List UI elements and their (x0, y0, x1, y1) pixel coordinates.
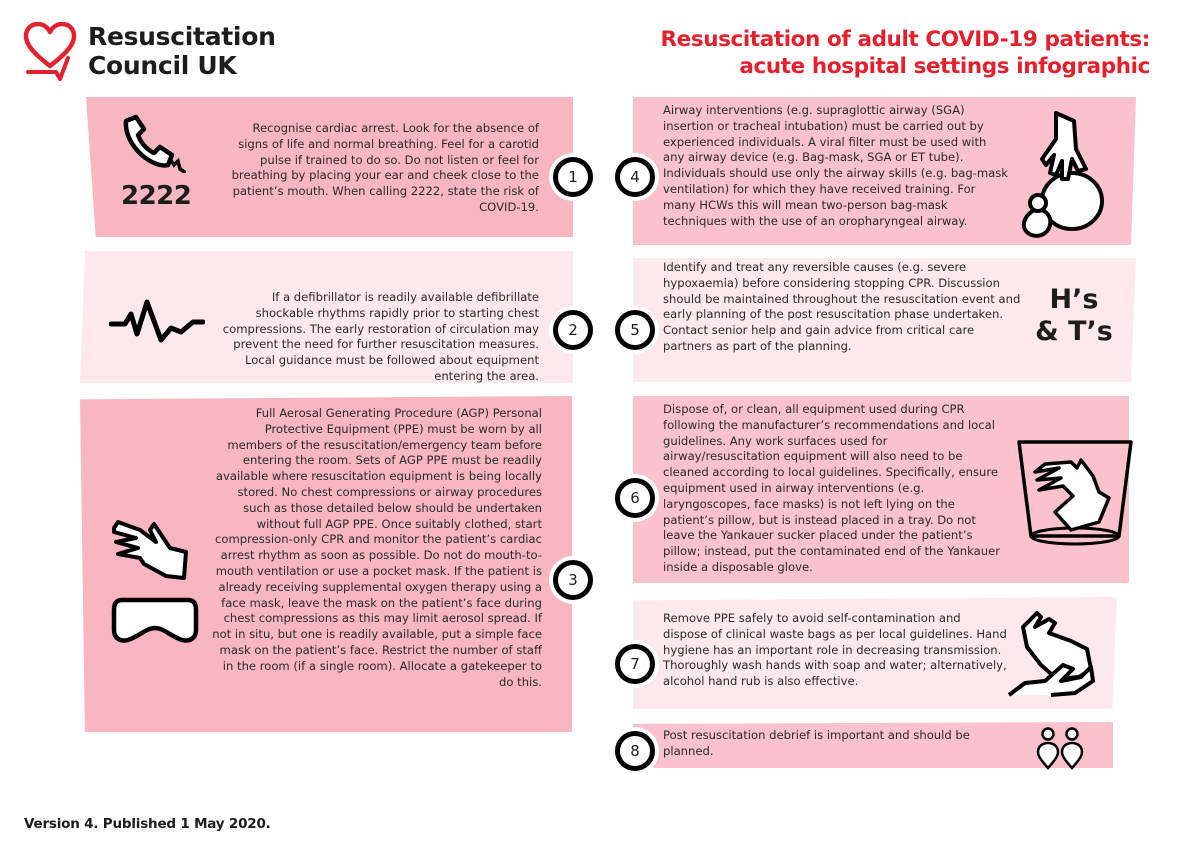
brand-name (88, 22, 276, 80)
glove-icon (110, 516, 190, 582)
step-text-3: Full Aerosal Generating Procedure (AGP) Personal Protective Equipment (PPE) must be worn by all members of the resuscitation/emergency team before entering the room. Sets of AGP PPE must be readily available where resuscitation equipment is being locally stored. No chest compressions or airway procedures such as those detailed below should be undertaken without full AGP PPE. Once suitably clothed, start compression-only CPR and monitor the patient’s cardiac arrest rhythm as soon as possible. Do not do mouth-to-mouth ventilation or use a pocket mask. If the patient is already receiving supplemental oxygen therapy using a face mask, leave the mask on the patient’s face during chest compressions as this may limit aerosol spread. If not in situ, but one is readily available, put a simple face mask on the patient’s face. Restrict the number of staff in the room (if a single room). Allocate a gatekeeper to do this. (212, 406, 542, 689)
brand-name-line2: Council UK (88, 51, 237, 80)
hs-and-ts-label (1029, 284, 1119, 348)
step-text-4: Airway interventions (e.g. supraglottic airway (SGA) insertion or tracheal intubation) must be carried out by experienced individuals. A viral filter must be used with any airway device (e.g. Bag-mask, SGA or ET tube). Individuals should use only the airway skills (e.g. bag-mask ventilation) for which they have received training. For many HCWs this will mean two-person bag-mask techniques with the use of an oropharyngeal airway. (663, 103, 1009, 228)
step-text-6: Dispose of, or clean, all equipment used during CPR following the manufacturer’s recommendations and local guidelines. Any work surfaces used for airway/resuscitation equipment will also need to be cleaned according to local guidelines. Specifically, ensure equipment used in airway interventions (e.g. laryngoscopes, face masks) is not left lying on the patient’s pillow, but is instead placed in a tray. Do not leave the Yankauer sucker placed under the patient’s pillow; instead, put the contaminated end of the Yankauer inside a disposable glove. (663, 402, 1001, 574)
hand-washing-icon (1001, 607, 1097, 699)
version-footer: Version 4. Published 1 May 2020. (24, 816, 271, 832)
step-panel-2 (80, 251, 573, 383)
step-number-badge-1: 1 (553, 157, 593, 197)
ts-label: & T’s (1035, 316, 1113, 347)
step-text-2: If a defibrillator is readily available defibrillate shockable rhythms rapidly prior to starting chest compressions. The early restoration of circulation may prevent the need for further resuscitation measures. Local guidance must be followed about equipment entering the area. (222, 290, 539, 383)
step-text-1: Recognise cardiac arrest. Look for the absence of signs of life and normal breathing. Feel for a carotid pulse if trained to do so. Do not listen or feel for breathing by placing your ear and cheek close to the patient’s mouth. When calling 2222, state the risk of COVID-19. (231, 121, 539, 214)
face-mask-icon (110, 596, 200, 644)
glove-in-bin-icon (1015, 436, 1135, 546)
step-number-badge-5: 5 (615, 310, 655, 350)
step-number-badge-3: 3 (553, 560, 593, 600)
hs-label: H’s (1049, 284, 1099, 315)
step-panel-4 (633, 97, 1136, 245)
step-number-badge-2: 2 (553, 310, 593, 350)
step-number-badge-7: 7 (615, 644, 655, 684)
step-panel-6 (633, 396, 1129, 583)
page-title-line2: acute hospital settings infographic (739, 54, 1150, 79)
step-panel-5 (633, 258, 1136, 382)
heart-logo-icon (22, 22, 78, 82)
step-panel-1 (86, 97, 573, 237)
people-debrief-icon (1035, 726, 1085, 770)
step-number-badge-6: 6 (615, 478, 655, 518)
brand-logo (22, 22, 276, 82)
bag-mask-icon (1016, 109, 1112, 239)
step-text-5: Identify and treat any reversible causes (e.g. severe hypoxaemia) before considering stopping CPR. Discussion should be maintained throughout the resuscitation event and early planning of the post resuscitation phase undertaken. Contact senior help and gain advice from critical care partners as part of the planning. (663, 260, 1021, 353)
page-title (661, 26, 1151, 80)
heart-rhythm-icon (109, 298, 205, 344)
page-title-line1: Resuscitation of adult COVID-19 patients: (660, 27, 1150, 52)
step-text-7: Remove PPE safely to avoid self-contamination and dispose of clinical waste bags as per local guidelines. Hand hygiene has an important role in decreasing transmission. Thoroughly wash hands with soap and water; alternatively, alcohol hand rub is also effective. (663, 611, 1007, 689)
step-number-badge-4: 4 (615, 157, 655, 197)
step-panel-8 (633, 722, 1113, 768)
emergency-number: 2222 (121, 181, 192, 211)
step-panel-3 (80, 396, 572, 732)
step-number-badge-8: 8 (615, 731, 655, 771)
brand-name-line1: Resuscitation (88, 22, 276, 51)
telephone-icon (116, 113, 186, 173)
step-panel-7 (633, 597, 1117, 709)
step-text-8: Post resuscitation debrief is important and should be planned. (663, 728, 970, 758)
